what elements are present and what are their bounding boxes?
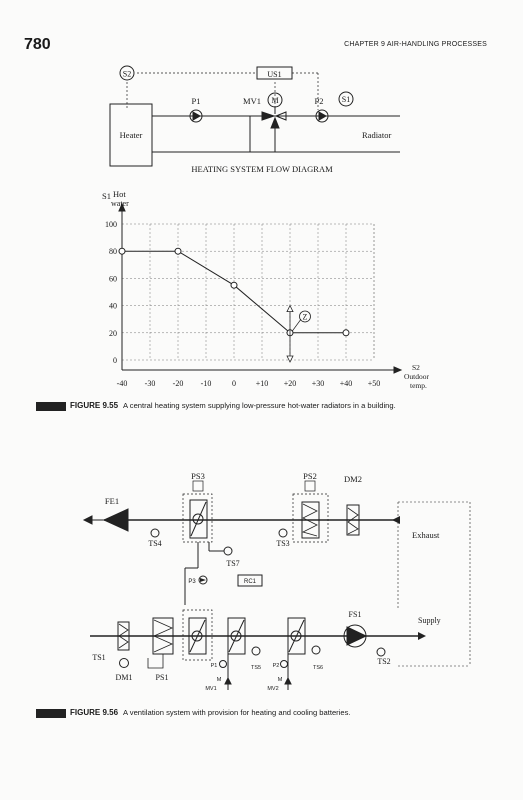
x-tick-label: -10	[200, 379, 212, 388]
supply-label: Supply	[418, 616, 441, 625]
figure-956-caption	[36, 708, 351, 718]
z-pointer	[292, 319, 301, 331]
data-point	[175, 248, 181, 254]
x-tick-label: +20	[283, 379, 297, 388]
rc1-label: RC1	[243, 579, 257, 585]
ts5-label: TS5	[250, 665, 262, 671]
mv1-label: MV1	[243, 96, 261, 106]
ts3-label: TS3	[276, 539, 290, 548]
fe1-label: FE1	[104, 496, 120, 506]
ventilation-diagram	[84, 481, 470, 690]
x-axis-label-line2: temp.	[410, 381, 427, 390]
x-axis-id: S2	[412, 363, 420, 372]
ps2-label: PS2	[303, 471, 317, 481]
dm2-label: DM2	[344, 474, 362, 484]
exhaust-label: Exhaust	[412, 530, 440, 540]
data-point	[119, 248, 125, 254]
data-point	[343, 330, 349, 336]
x-tick-label: -40	[116, 379, 128, 388]
y-tick-label: 100	[105, 220, 117, 229]
p2-pump-label: P2	[272, 663, 280, 669]
caption-bar	[36, 402, 66, 411]
y-tick-label: 40	[109, 301, 117, 311]
figure-956-caption-text: A ventilation system with provision for heating and cooling batteries.	[123, 708, 351, 717]
p1-pump-label: P1	[210, 663, 218, 669]
mv1-valve-label: MV1	[205, 686, 217, 692]
ts2-label: TS2	[377, 657, 391, 666]
p2-label: P2	[314, 96, 324, 106]
m2-label: M	[277, 677, 283, 683]
m1-label: M	[216, 677, 222, 683]
figure-955-label: FIGURE 9.55	[70, 401, 119, 410]
x-tick-label: -30	[144, 379, 156, 388]
fs1-label: FS1	[348, 610, 362, 619]
y-tick-label: 60	[109, 274, 117, 284]
y-tick-label: 80	[109, 247, 117, 257]
z-label: Z	[302, 312, 308, 322]
ts1-label: TS1	[92, 653, 106, 662]
x-tick-label: -20	[172, 379, 184, 388]
heating-flow-diagram	[110, 66, 400, 166]
motor-label: M	[271, 96, 279, 105]
s1-sensor-label: S1	[341, 95, 351, 104]
chapter-header: CHAPTER 9 AIR-HANDLING PROCESSES	[344, 41, 487, 48]
chart-ticks	[105, 220, 380, 388]
heater-label: Heater	[119, 130, 143, 140]
x-tick-label: 0	[232, 379, 236, 388]
mv2-valve-label: MV2	[267, 686, 279, 692]
p1-label: P1	[191, 96, 201, 106]
radiator-label: Radiator	[362, 130, 392, 140]
y-tick-label: 20	[109, 328, 117, 338]
page-number: 780	[24, 36, 51, 53]
flow-diagram-title: HEATING SYSTEM FLOW DIAGRAM	[191, 164, 333, 174]
y-axis-label-line2: water	[111, 199, 129, 208]
us1-label: US1	[267, 70, 282, 79]
y-tick-label: 0	[113, 356, 117, 365]
y-axis-label-line1: Hot	[113, 189, 126, 199]
ps1-label: PS1	[155, 673, 169, 682]
x-tick-label: +30	[311, 379, 325, 388]
z-arrow-up	[287, 306, 293, 312]
chart-grid	[122, 224, 374, 360]
data-point	[231, 282, 237, 288]
ts4-label: TS4	[148, 539, 162, 548]
figure-955-caption-text: A central heating system supplying low-pressure hot-water radiators in a building.	[123, 401, 396, 410]
x-tick-label: +10	[255, 379, 269, 388]
ts7-label: TS7	[226, 559, 240, 568]
dm1-label: DM1	[115, 673, 133, 682]
ts6-label: TS6	[312, 665, 324, 671]
x-tick-label: +40	[339, 379, 353, 388]
ps3-label: PS3	[191, 471, 205, 481]
z-arrow-down	[287, 356, 293, 362]
s2-sensor-label: S2	[122, 69, 132, 79]
x-axis-label-line1: Outdoor	[404, 372, 429, 381]
x-tick-label: +50	[367, 379, 381, 388]
y-axis-id: S1	[102, 191, 111, 201]
figure-956-label: FIGURE 9.56	[70, 708, 119, 717]
chart-axes	[119, 204, 401, 373]
caption-bar	[36, 709, 66, 718]
p3-label: P3	[188, 579, 196, 585]
figure-955-caption	[36, 401, 396, 411]
